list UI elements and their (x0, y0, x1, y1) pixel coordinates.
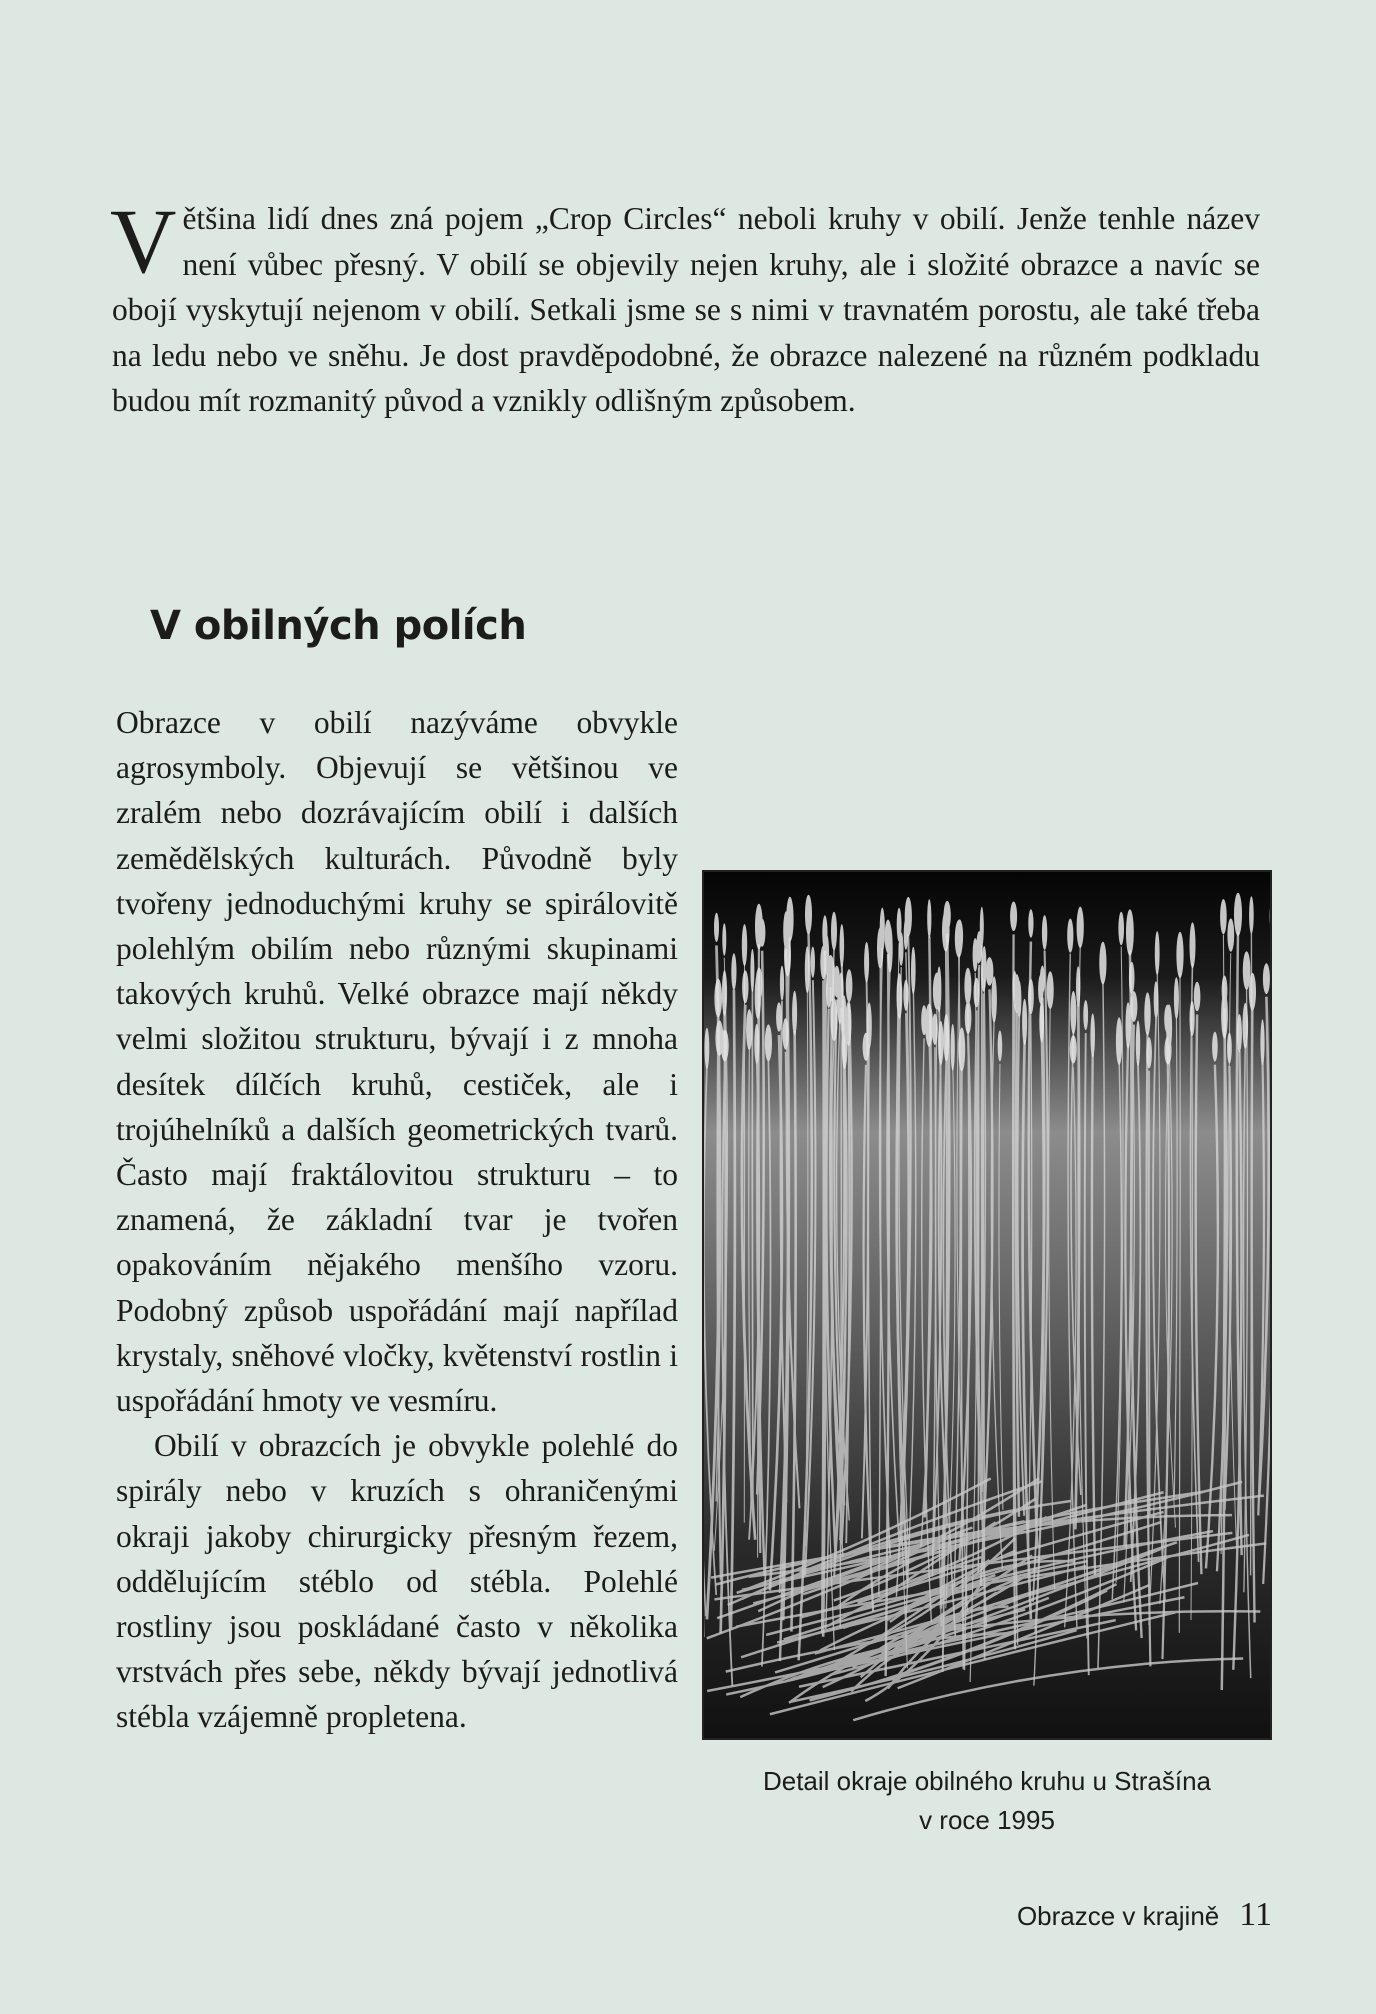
running-footer-title: Obrazce v krajině (1016, 1901, 1220, 1931)
page-footer (1017, 1896, 1272, 1934)
body-paragraph-2: Obilí v obrazcích je obvykle polehlé do spirály nebo v kruzích s ohraničenými okraji jakoby chirurgicky přesným řezem, oddělujícím stéblo od stébla. Polehlé rostliny jsou poskládané často v několika vrstvách přes sebe, někdy bývají jednotlivá stébla vzájemně propletena. (116, 1428, 678, 1735)
caption-line-2: v roce 1995 (919, 1805, 1055, 1835)
intro-paragraph (110, 190, 1260, 424)
page-number: 11 (1239, 1896, 1272, 1933)
section-heading: V obilných polích (150, 603, 527, 649)
wheat-field-photo (702, 870, 1272, 1740)
drop-cap: V (110, 190, 177, 292)
figure (702, 870, 1272, 1840)
figure-caption (702, 1762, 1272, 1840)
intro-text: ětšina lidí dnes zná pojem „Crop Circles“ neboli kruhy v obilí. Jenže tenhle název není vůbec přesný. V obilí se objevily nejen kruhy, ale i složité obrazce a navíc se obojí vyskytují nejenom v obilí. Setkali jsme se s nimi v travnatém porostu, ale také třeba na ledu nebo ve sněhu. Je dost pravděpodobné, že obrazce nalezené na různém podkladu budou mít rozmanitý původ a vznikly odlišným způsobem. (112, 201, 1260, 418)
body-paragraph-1: Obrazce v obilí nazýváme obvykle agrosymboly. Objevují se většinou ve zralém nebo dozrávajícím obilí i dalších zemědělských kulturách. Původně byly tvořeny jednoduchými kruhy se spirálovitě polehlým obilím nebo různými skupinami takových kruhů. Velké obrazce mají někdy velmi složitou strukturu, bývají i z mnoha desítek dílčích kruhů, cestiček, ale i trojúhelníků a dalších geometrických tvarů. Často mají fraktálovitou strukturu – to znamená, že základní tvar je tvořen opakováním nějakého menšího vzoru. Podobný způsob uspořádání mají napřílad krystaly, sněhové vločky, květenství rostlin i uspořádání hmoty ve vesmíru. (116, 705, 678, 1419)
caption-line-1: Detail okraje obilného kruhu u Strašína (762, 1766, 1212, 1796)
